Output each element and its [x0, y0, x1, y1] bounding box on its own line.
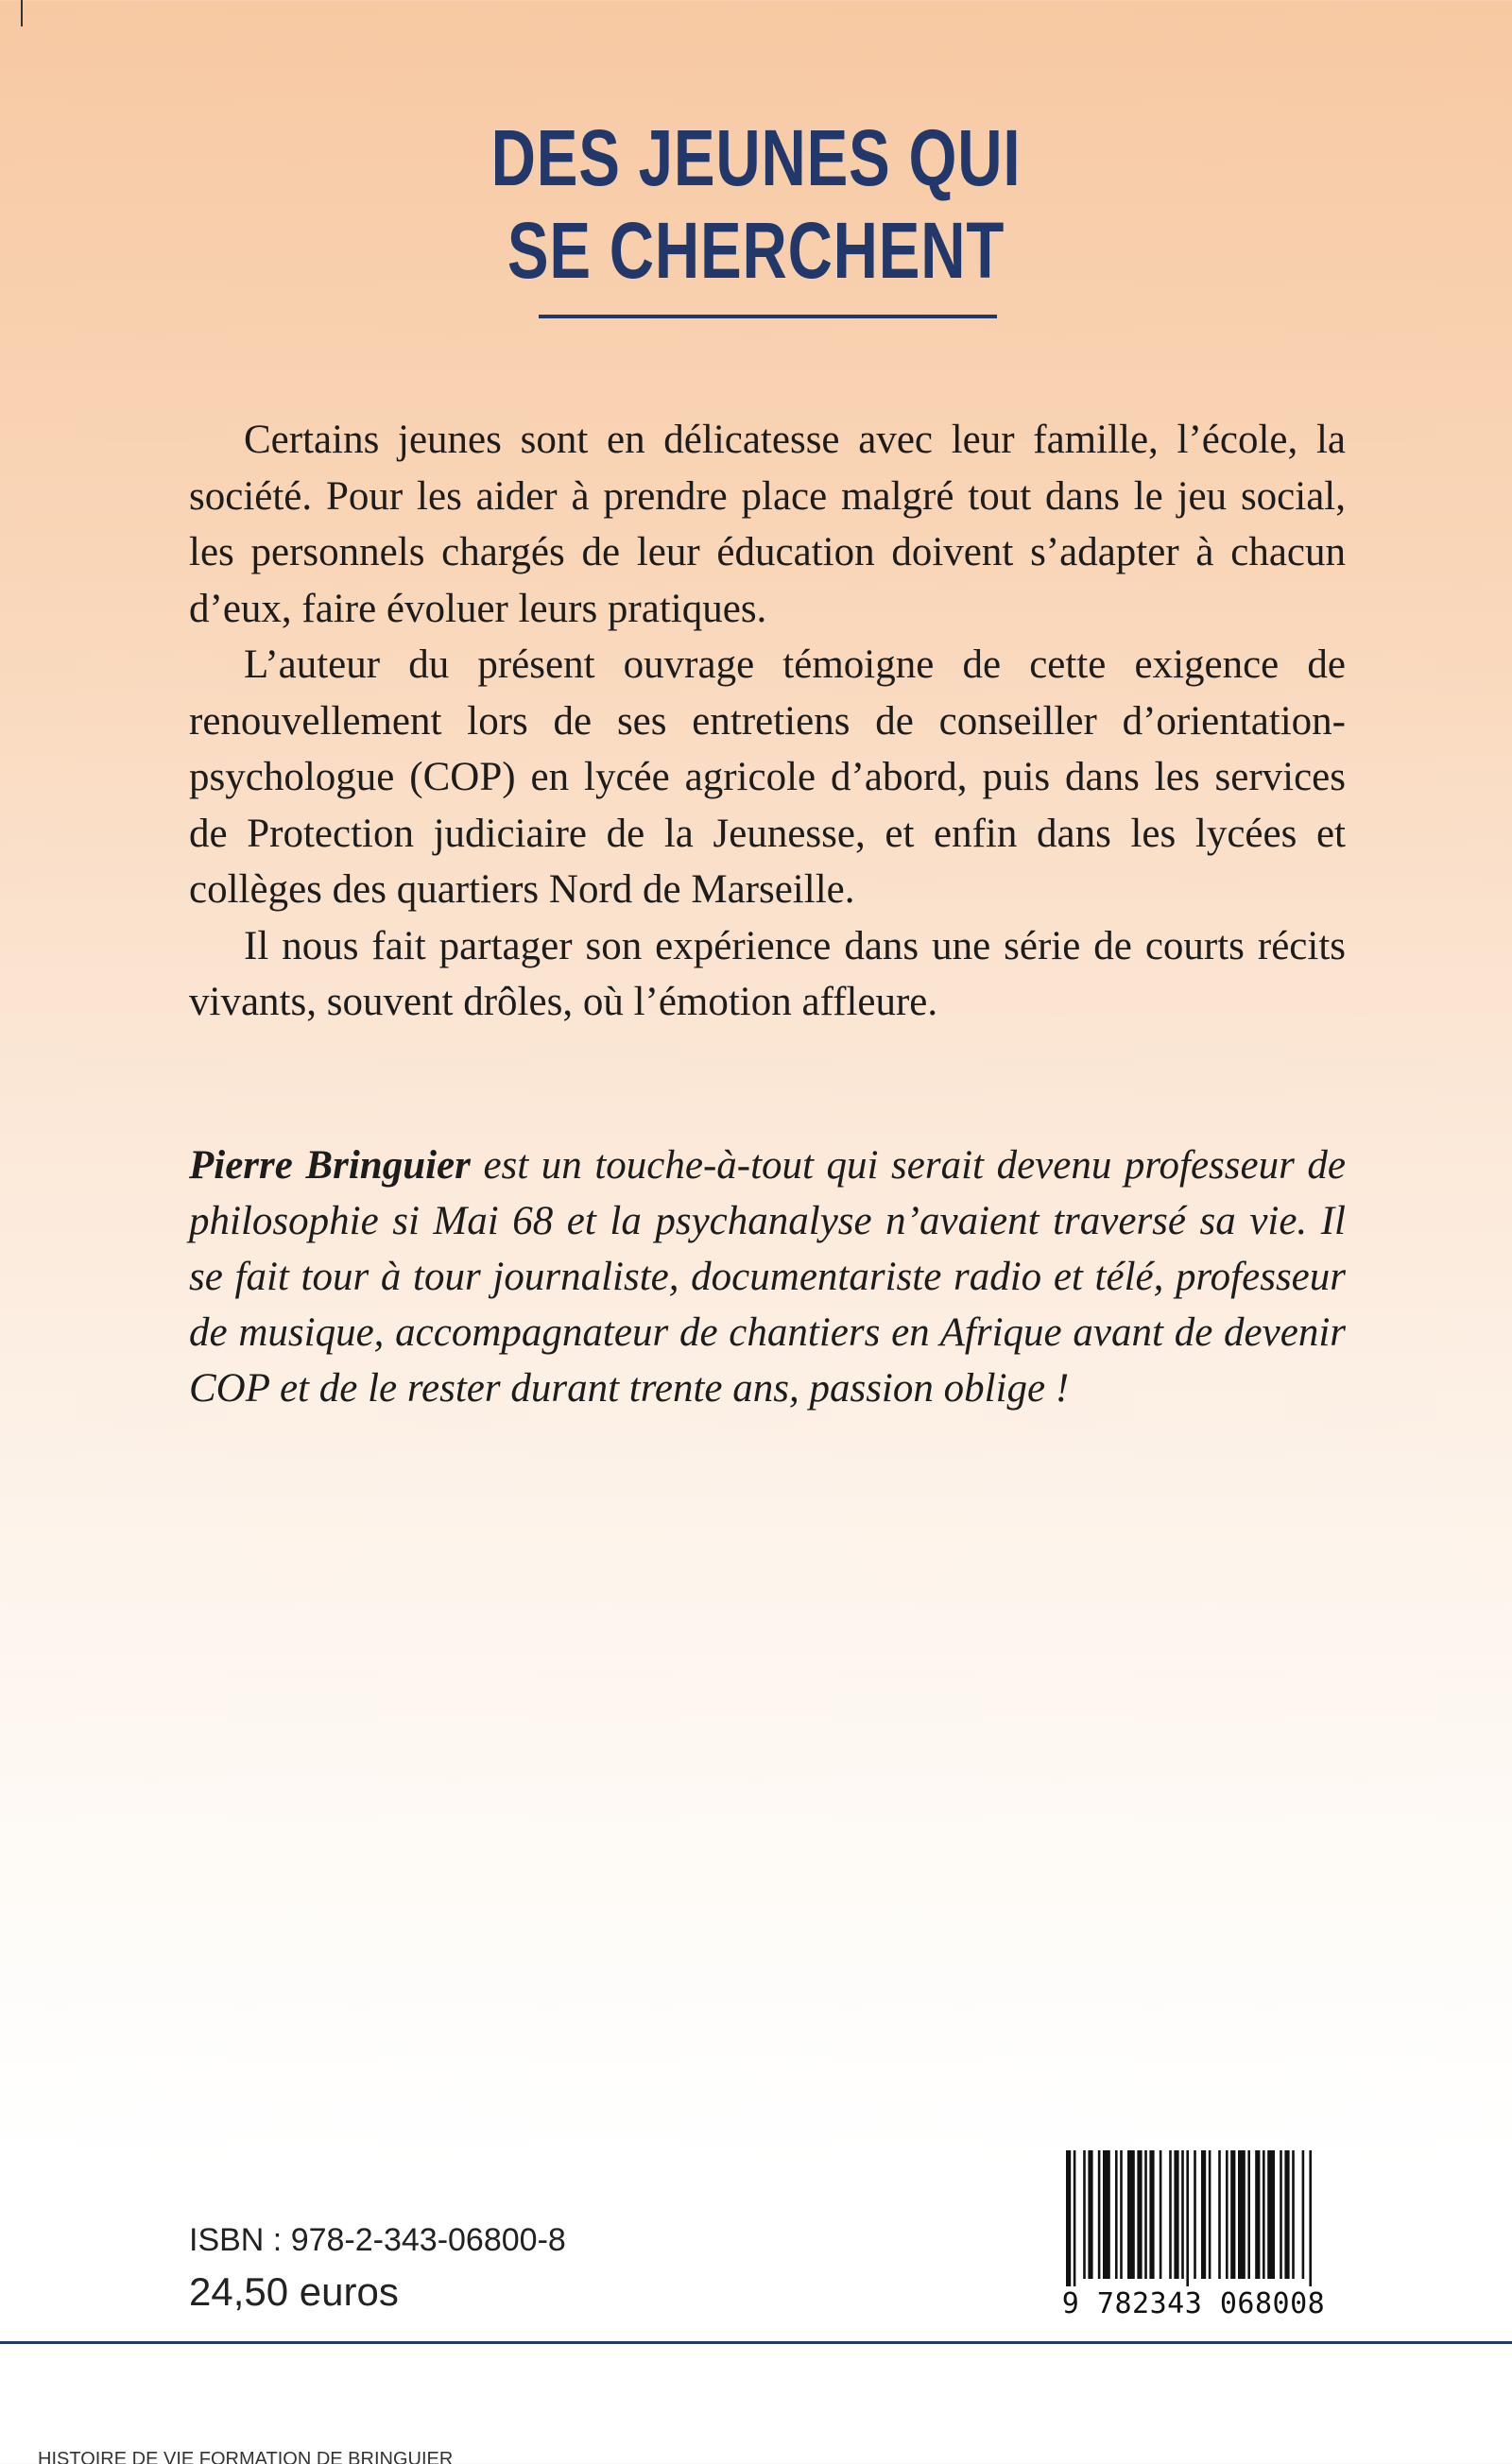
- barcode-bar: [1263, 2150, 1265, 2279]
- barcode-bar: [1074, 2150, 1076, 2286]
- barcode-bar: [1103, 2150, 1110, 2279]
- barcode-bar: [1186, 2150, 1189, 2286]
- barcode-bar: [1255, 2150, 1260, 2279]
- author-bio-text: est un touche-à-tout qui serait devenu professeur de philosophie si Mai 68 et la psychanalyse n’avaient traversé sa vie. Il se fait tour à tour journaliste, documentariste radio et télé, professeur de musique, accompagnateur de chantiers en Afrique avant de devenir COP et de le rester durant trente ans, passion oblige !: [189, 1143, 1346, 1411]
- barcode-bar: [1115, 2150, 1118, 2279]
- crop-mark: [21, 0, 23, 26]
- barcode-bar: [1120, 2150, 1123, 2279]
- blurb-paragraph-2: L’auteur du présent ouvrage témoigne de cette exigence de renouvellement lors de ses entretiens de conseiller d’orientation-psychologue (COP) en lycée agricole d’abord, puis dans les services de Protection judiciaire de la Jeunesse, et enfin dans les lycées et collèges des quartiers Nord de Marseille.: [189, 642, 1346, 912]
- blurb-paragraph-3: Il nous fait partager son expérience dans une série de courts récits vivants, souvent drôles, où l’émotion affleure.: [189, 923, 1346, 1024]
- barcode-bar: [1169, 2150, 1172, 2279]
- barcode-bar: [1247, 2150, 1250, 2279]
- barcode: [1038, 2145, 1349, 2324]
- book-title-line-2: SE CHERCHENT: [507, 206, 1005, 295]
- barcode-bar: [1238, 2150, 1246, 2279]
- barcode-bar: [1066, 2150, 1071, 2286]
- book-blurb: [189, 412, 1346, 1031]
- barcode-bar: [1181, 2150, 1184, 2279]
- author-name: Pierre Bringuier: [189, 1143, 471, 1188]
- barcode-bar: [1194, 2150, 1196, 2279]
- barcode-bar: [1098, 2150, 1101, 2279]
- barcode-bar: [1218, 2150, 1221, 2279]
- barcode-bar: [1267, 2150, 1275, 2279]
- book-title: [166, 111, 1346, 297]
- barcode-bar: [1144, 2150, 1147, 2279]
- blurb-paragraph-1: Certains jeunes sont en délicatesse avec leur famille, l’école, la société. Pour les aider à prendre place malgré tout dans le jeu social, les personnels chargés de leur éducation doivent s’adapter à chacun d’eux, faire évoluer leurs pratiques.: [189, 418, 1346, 631]
- barcode-bar: [1284, 2150, 1289, 2279]
- barcode-bar: [1083, 2150, 1086, 2279]
- bottom-divider: [0, 2341, 1512, 2344]
- barcode-bar: [1149, 2150, 1154, 2279]
- isbn-label: ISBN : 978-2-343-06800-8: [189, 2222, 566, 2258]
- book-title-line-1: DES JEUNES QUI: [490, 113, 1022, 202]
- trimmed-footer-text: HISTOIRE DE VIE FORMATION DE BRINGUIER: [38, 2449, 454, 2464]
- author-bio: [189, 1138, 1346, 1416]
- barcode-bar: [1226, 2150, 1228, 2279]
- price-label: 24,50 euros: [189, 2269, 399, 2314]
- barcode-bar: [1174, 2150, 1178, 2279]
- barcode-bar: [1302, 2150, 1305, 2279]
- barcode-bar: [1127, 2150, 1135, 2279]
- barcode-bars: [1038, 2145, 1349, 2286]
- barcode-bar: [1137, 2150, 1142, 2279]
- barcode-bar: [1160, 2150, 1162, 2279]
- barcode-bar: [1309, 2150, 1312, 2286]
- barcode-digits: 9 782343 068008: [1061, 2287, 1326, 2320]
- barcode-bar: [1280, 2150, 1282, 2279]
- barcode-bar: [1292, 2150, 1295, 2279]
- barcode-bar: [1088, 2150, 1092, 2279]
- title-underline: [539, 315, 997, 318]
- barcode-bar: [1230, 2150, 1235, 2279]
- barcode-bar: [1209, 2150, 1211, 2279]
- barcode-bar: [1201, 2150, 1206, 2279]
